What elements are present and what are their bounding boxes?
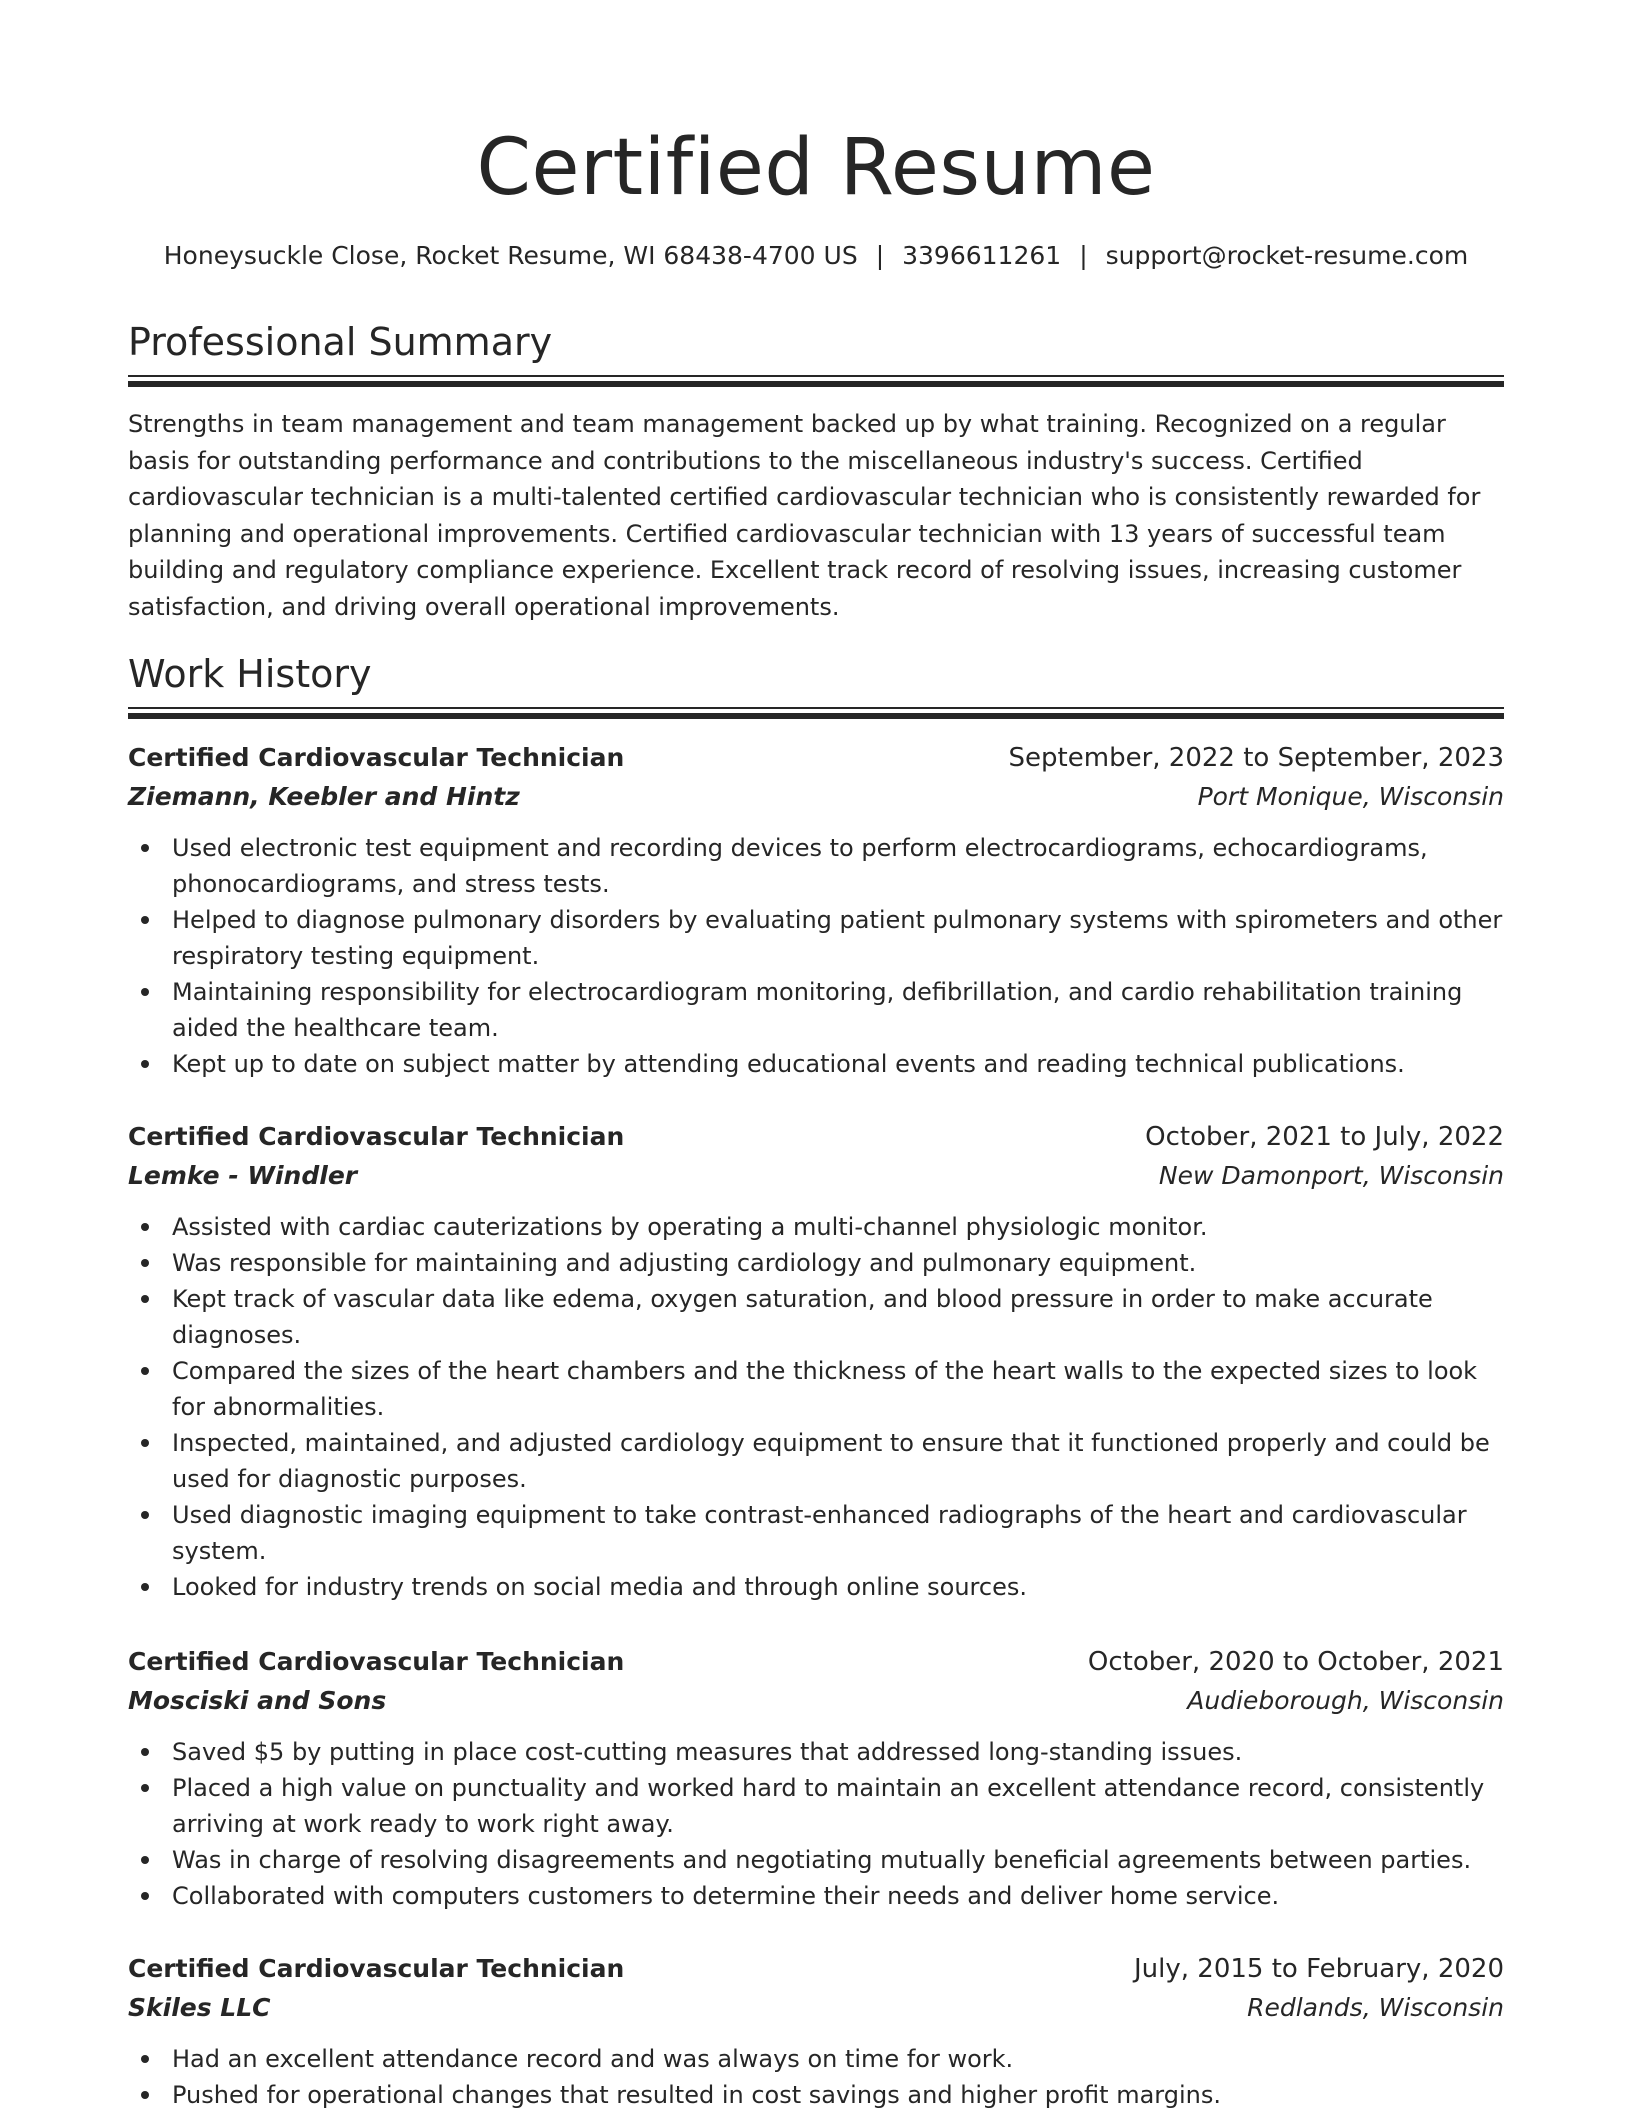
list-item <box>128 1245 1504 1281</box>
job-bullets <box>128 1209 1504 1605</box>
contact-separator: | <box>875 241 885 270</box>
list-item <box>128 2041 1504 2077</box>
job-location: Redlands, Wisconsin <box>1247 1993 1504 2022</box>
bullet-icon <box>141 2091 149 2099</box>
bullet-text: Used diagnostic imaging equipment to take contrast-enhanced radiographs of the heart and cardiovascular system. <box>172 1501 1467 1565</box>
job-title: Certified Cardiovascular Technician <box>128 1954 625 1983</box>
list-item <box>128 1878 1504 1914</box>
bullet-icon <box>141 916 149 924</box>
bullet-text: Was in charge of resolving disagreements and negotiating mutually beneficial agreements between parties. <box>172 1846 1472 1874</box>
bullet-text: Had an excellent attendance record and was always on time for work. <box>172 2045 1014 2073</box>
contact-line <box>128 238 1504 274</box>
section-title-work-history: Work History <box>128 652 372 696</box>
bullet-text: Kept track of vascular data like edema, oxygen saturation, and blood pressure in order to make accurate diagnoses. <box>172 1285 1433 1349</box>
bullet-text: Kept up to date on subject matter by attending educational events and reading technical publications. <box>172 1050 1405 1078</box>
list-item <box>128 1353 1504 1425</box>
list-item <box>128 1425 1504 1497</box>
job-entry <box>128 1117 1504 1605</box>
list-item <box>128 1281 1504 1353</box>
bullet-icon <box>141 1784 149 1792</box>
bullet-text: Saved $5 by putting in place cost-cutting measures that addressed long-standing issues. <box>172 1738 1243 1766</box>
bullet-text: Maintaining responsibility for electrocardiogram monitoring, defibrillation, and cardio rehabilitation training aided the healthcare team. <box>172 978 1463 1042</box>
bullet-icon <box>141 2055 149 2063</box>
bullet-icon <box>141 1223 149 1231</box>
job-company: Skiles LLC <box>128 1993 271 2022</box>
resume-name: Certified Resume <box>476 123 1156 213</box>
list-item <box>128 2077 1504 2113</box>
job-entry <box>128 1642 1504 1914</box>
list-item <box>128 1569 1504 1605</box>
bullet-icon <box>141 1511 149 1519</box>
bullet-text: Used electronic test equipment and recording devices to perform electrocardiograms, echocardiograms, phonocardiograms, and stress tests. <box>172 834 1428 898</box>
bullet-icon <box>141 1856 149 1864</box>
bullet-text: Inspected, maintained, and adjusted cardiology equipment to ensure that it functioned properly and could be used for diagnostic purposes. <box>172 1429 1490 1493</box>
job-location: Port Monique, Wisconsin <box>1197 782 1504 811</box>
job-dates: October, 2021 to July, 2022 <box>1145 1122 1504 1152</box>
list-item <box>128 830 1504 902</box>
list-item <box>128 1842 1504 1878</box>
summary-text: Strengths in team management and team management backed up by what training. Recognized on a regular basis for outstanding performance and contributions to the miscellaneous industry's success. Certified cardiovascular technician is a multi-talented certified cardiovascular technician who is consistently rewarded for planning and operational improvements. Certified cardiovascular technician with 13 years of successful team building and regulatory compliance experience. Excellent track record of resolving issues, increasing customer satisfaction, and driving overall operational improvements. <box>128 410 1481 621</box>
job-title: Certified Cardiovascular Technician <box>128 1122 625 1151</box>
bullet-text: Assisted with cardiac cauterizations by operating a multi-channel physiologic monitor. <box>172 1213 1208 1241</box>
bullet-text: Compared the sizes of the heart chambers and the thickness of the heart walls to the expected sizes to look for abnormalities. <box>172 1357 1478 1421</box>
bullet-icon <box>141 1439 149 1447</box>
list-item <box>128 1046 1504 1082</box>
bullet-text: Collaborated with computers customers to determine their needs and deliver home service. <box>172 1882 1280 1910</box>
bullet-text: Helped to diagnose pulmonary disorders by evaluating patient pulmonary systems with spirometers and other respiratory testing equipment. <box>172 906 1503 970</box>
bullet-icon <box>141 1295 149 1303</box>
job-location: Audieborough, Wisconsin <box>1187 1686 1504 1715</box>
job-dates: September, 2022 to September, 2023 <box>1008 743 1504 773</box>
job-title: Certified Cardiovascular Technician <box>128 743 625 772</box>
bullet-text: Pushed for operational changes that resulted in cost savings and higher profit margins. <box>172 2081 1221 2109</box>
job-company: Mosciski and Sons <box>128 1686 387 1715</box>
bullet-icon <box>141 988 149 996</box>
section-title-summary: Professional Summary <box>128 320 553 364</box>
list-item <box>128 1734 1504 1770</box>
job-company: Ziemann, Keebler and Hintz <box>128 782 520 811</box>
bullet-icon <box>141 1583 149 1591</box>
bullet-icon <box>141 1060 149 1068</box>
contact-separator: | <box>1079 241 1088 270</box>
list-item <box>128 1209 1504 1245</box>
job-location: New Damonport, Wisconsin <box>1158 1161 1504 1190</box>
contact-address: Honeysuckle Close, Rocket Resume, WI 68438-4700 US <box>163 241 858 270</box>
list-item <box>128 1497 1504 1569</box>
bullet-text: Was responsible for maintaining and adjusting cardiology and pulmonary equipment. <box>172 1249 1197 1277</box>
list-item <box>128 974 1504 1046</box>
job-dates: October, 2020 to October, 2021 <box>1087 1647 1504 1677</box>
list-item <box>128 1770 1504 1842</box>
job-bullets <box>128 1734 1504 1914</box>
bullet-text: Looked for industry trends on social media and through online sources. <box>172 1573 1027 1601</box>
bullet-icon <box>141 1892 149 1900</box>
job-bullets <box>128 830 1504 1082</box>
job-entry <box>128 1949 1504 2113</box>
bullet-icon <box>141 1367 149 1375</box>
job-entry <box>128 738 1504 1082</box>
job-dates: July, 2015 to February, 2020 <box>1134 1954 1504 1984</box>
job-bullets <box>128 2041 1504 2113</box>
job-title: Certified Cardiovascular Technician <box>128 1647 625 1676</box>
contact-email: support@rocket-resume.com <box>1105 241 1469 270</box>
bullet-icon <box>141 844 149 852</box>
section-divider <box>128 707 1504 719</box>
contact-phone: 3396611261 <box>902 241 1062 270</box>
bullet-text: Placed a high value on punctuality and worked hard to maintain an excellent attendance record, consistently arriving at work ready to work right away. <box>172 1774 1485 1838</box>
bullet-icon <box>141 1259 149 1267</box>
bullet-icon <box>141 1748 149 1756</box>
list-item <box>128 902 1504 974</box>
section-divider <box>128 375 1504 387</box>
job-company: Lemke - Windler <box>128 1161 358 1190</box>
